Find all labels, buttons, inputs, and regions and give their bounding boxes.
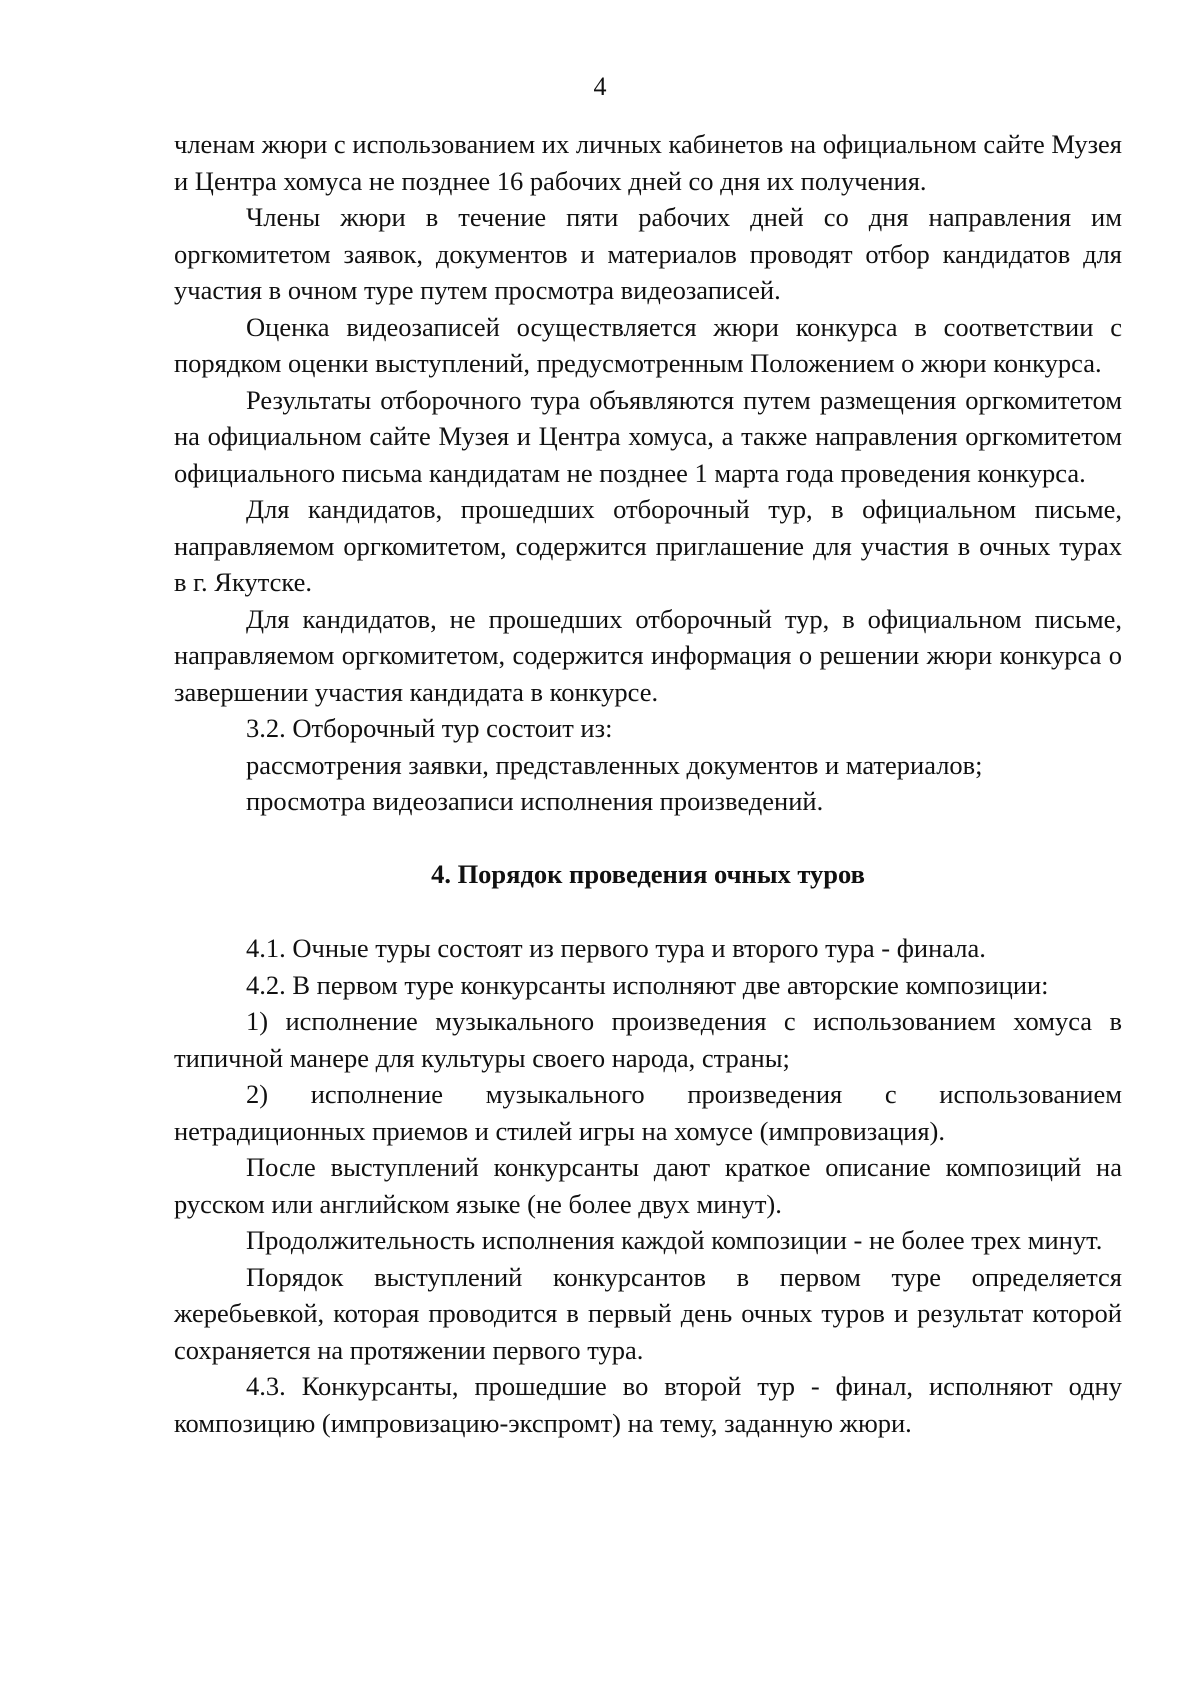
paragraph-4-3: 4.3. Конкурсанты, прошедшие во второй тур - финал, исполняют одну композицию (импровизацию-экспромт) на тему, заданную жюри.	[174, 1371, 1122, 1438]
list-item-video-review: просмотра видеозаписи исполнения произведений.	[246, 786, 824, 816]
page-content	[174, 126, 1122, 1441]
paragraph-description: После выступлений конкурсанты дают краткое описание композиций на русском или английском языке (не более двух минут).	[174, 1152, 1122, 1219]
paragraph-continuation: членам жюри с использованием их личных кабинетов на официальном сайте Музея и Центра хомуса не позднее 16 рабочих дней со дня их получения.	[174, 129, 1122, 196]
list-item-2: 2) исполнение музыкального произведения с использованием нетрадиционных приемов и стилей игры на хомусе (импровизация).	[174, 1079, 1122, 1146]
paragraph-video-evaluation: Оценка видеозаписей осуществляется жюри конкурса в соответствии с порядком оценки выступлений, предусмотренным Положением о жюри конкурса.	[174, 311, 1122, 378]
paragraph-3-2: 3.2. Отборочный тур состоит из:	[246, 713, 613, 743]
paragraph-failed-candidates: Для кандидатов, не прошедших отборочный тур, в официальном письме, направляемом оргкомитетом, содержится информация о решении жюри конкурса о завершении участия кандидата в конкурсе.	[174, 603, 1122, 707]
paragraph-order: Порядок выступлений конкурсантов в первом туре определяется жеребьевкой, которая проводится в первый день очных туров и результат которой сохраняется на протяжении первого тура.	[174, 1261, 1122, 1365]
paragraph-passed-candidates: Для кандидатов, прошедших отборочный тур, в официальном письме, направляемом оргкомитетом, содержится приглашение для участия в очных турах в г. Якутске.	[174, 494, 1122, 597]
paragraph-4-1: 4.1. Очные туры состоят из первого тура и второго тура - финала.	[246, 933, 986, 963]
section-heading: 4. Порядок проведения очных туров	[431, 858, 865, 889]
paragraph-duration: Продолжительность исполнения каждой композиции - не более трех минут.	[246, 1225, 1103, 1255]
paragraph-results: Результаты отборочного тура объявляются путем размещения оргкомитетом на официальном сайте Музея и Центра хомуса, а также направления оргкомитетом официального письма кандидатам не позднее 1 марта года проведения конкурса.	[174, 384, 1122, 488]
paragraph-jury-selection: Члены жюри в течение пяти рабочих дней со дня направления им оргкомитетом заявок, документов и материалов проводят отбор кандидатов для участия в очном туре путем просмотра видеозаписей.	[174, 202, 1122, 305]
list-item-application-review: рассмотрения заявки, представленных документов и материалов;	[246, 749, 983, 780]
paragraph-4-2: 4.2. В первом туре конкурсанты исполняют две авторские композиции:	[246, 969, 1049, 1000]
list-item-1: 1) исполнение музыкального произведения с использованием хомуса в типичной манере для культуры своего народа, страны;	[174, 1006, 1122, 1073]
page-number: 4	[593, 72, 607, 101]
